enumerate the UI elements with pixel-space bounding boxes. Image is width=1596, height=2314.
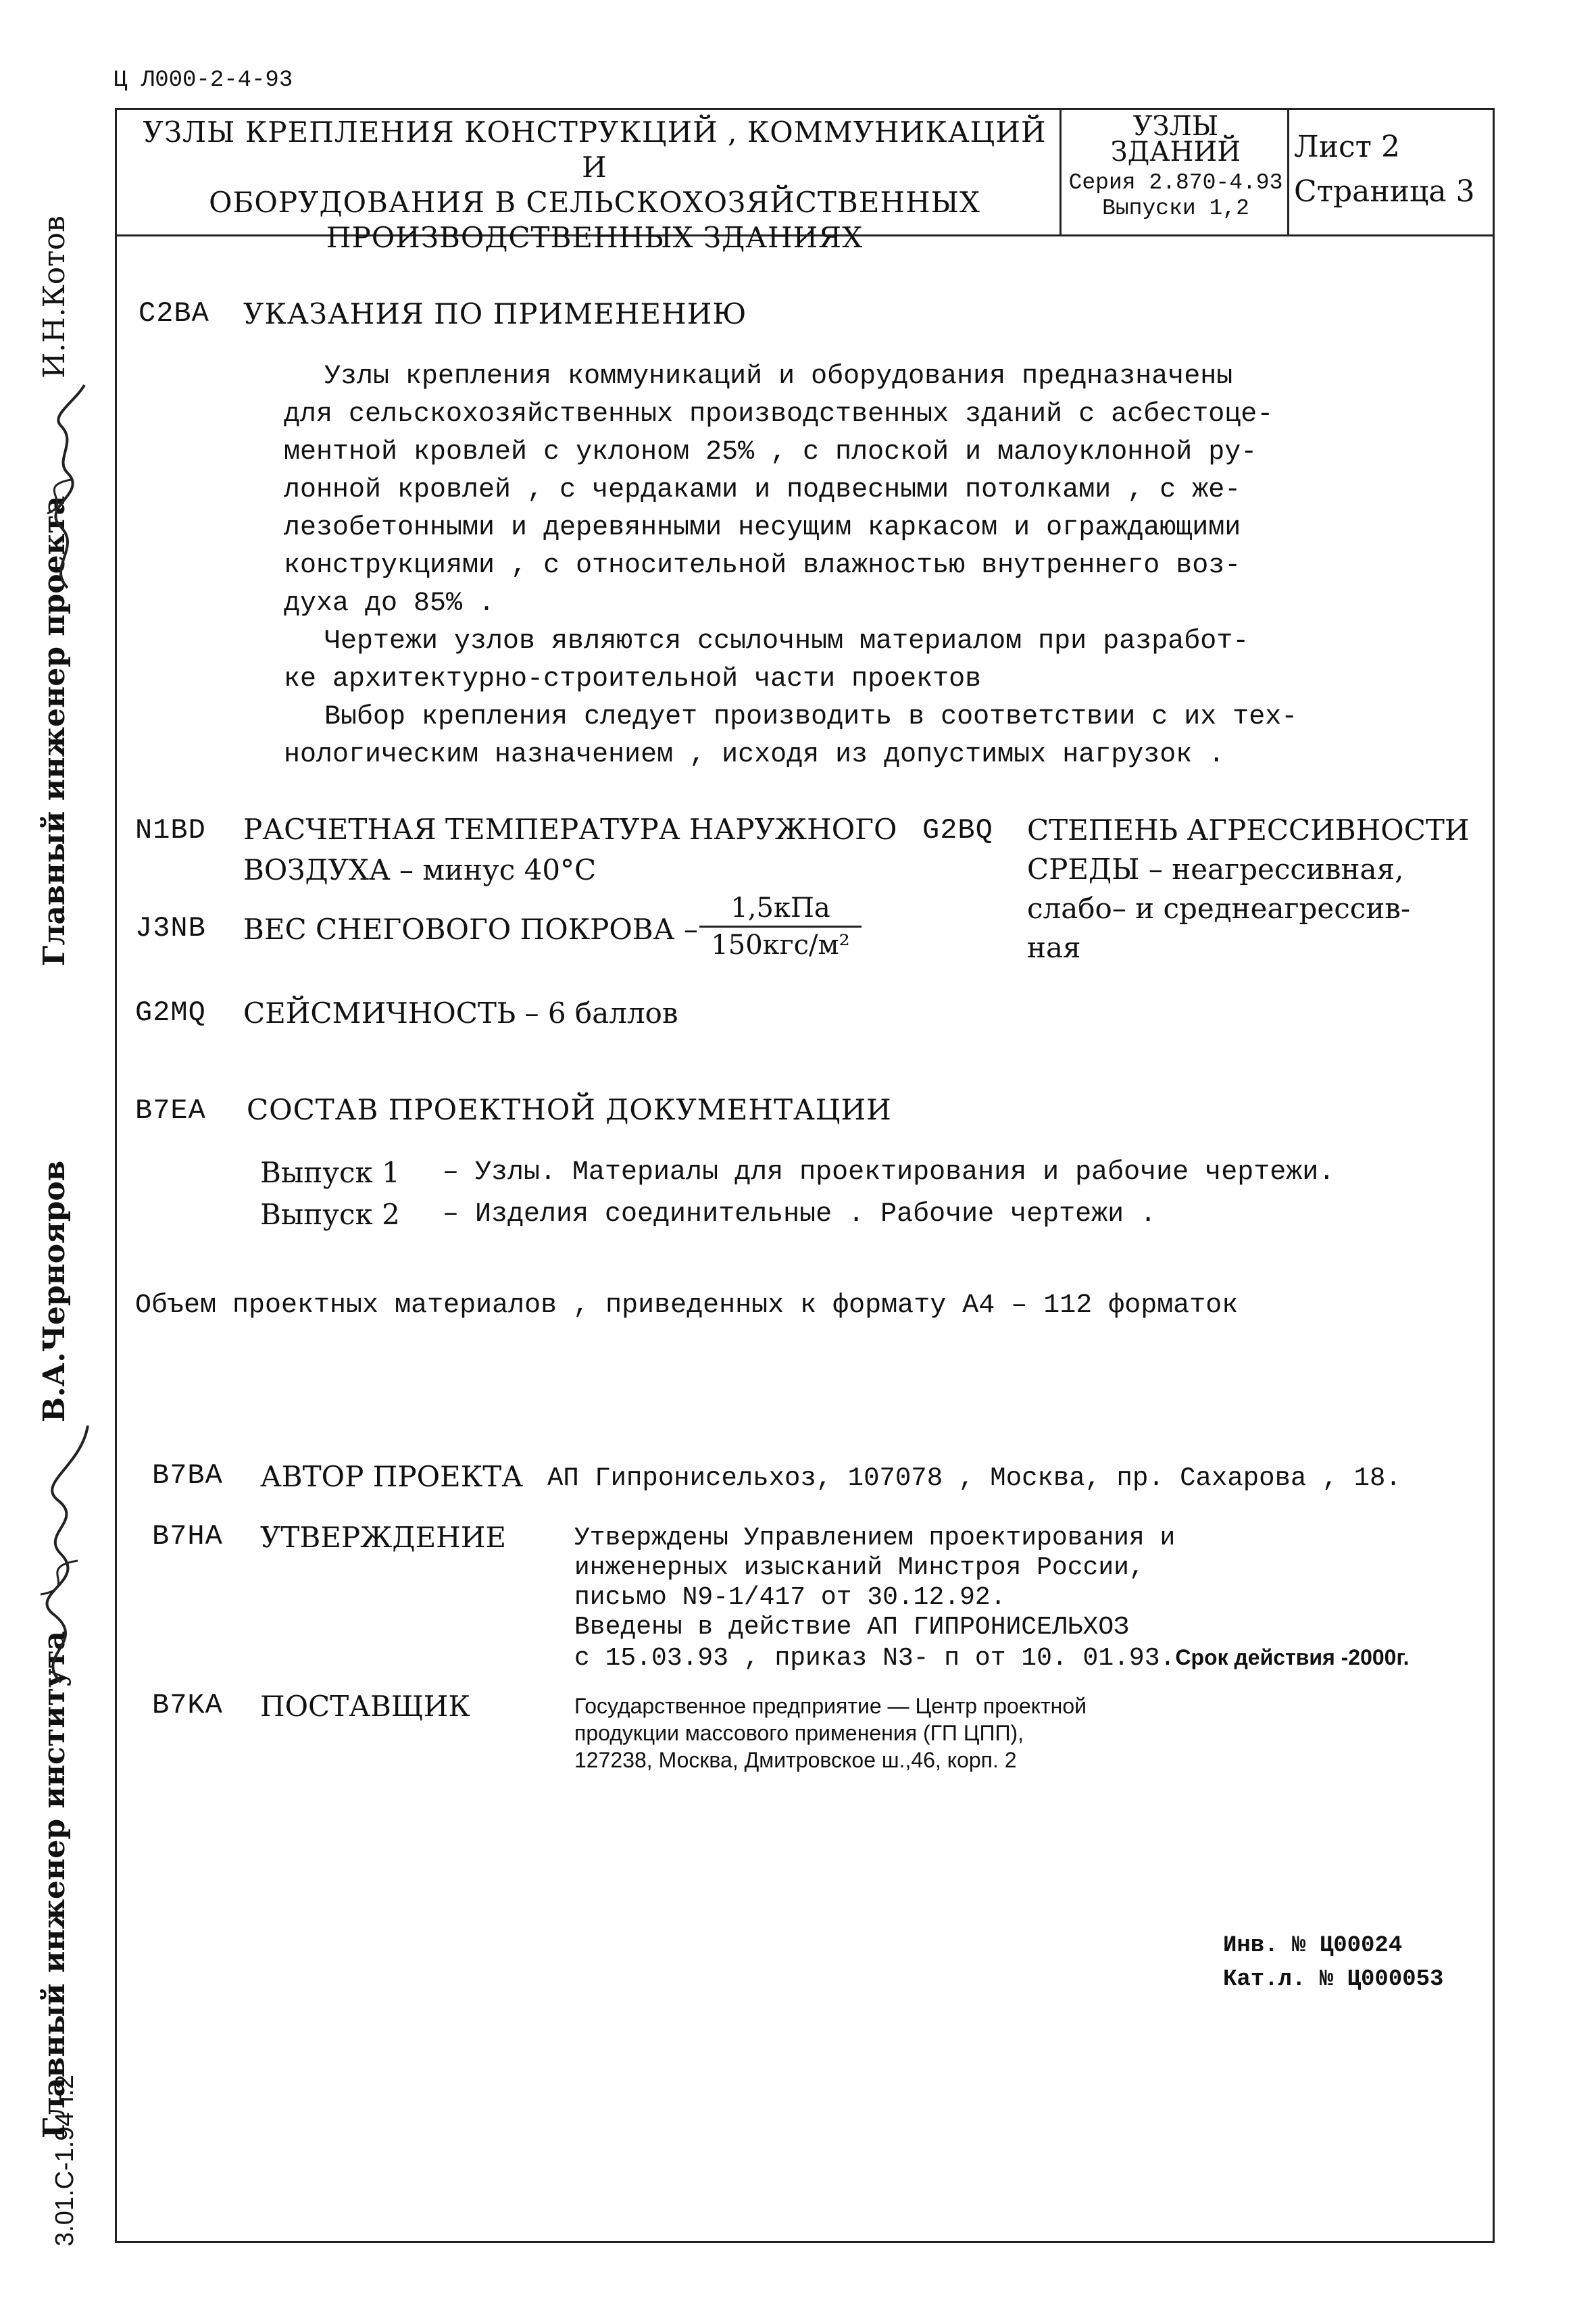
approval-order: с 15.03.93 , приказ N3- п от 10. 01.93. [574, 1644, 1176, 1673]
paragraph-line: лонной кровлей , с чердаками и подвесными потолками , с же- [284, 475, 1241, 505]
stamp-code: 3.01.С-1.94 т.2 [51, 2074, 79, 2246]
approval-line: Утверждены Управлением проектирования и [574, 1524, 1176, 1553]
series-line: УЗЛЫ [1132, 111, 1219, 142]
supplier-text [574, 1692, 1087, 1774]
page-number: Страница 3 [1294, 174, 1475, 209]
seismicity: СЕЙСМИЧНОСТЬ – 6 баллов [243, 997, 678, 1030]
author-text: АП Гипронисельхоз, 107078 , Москва, пр. Сахарова , 18. [547, 1463, 1401, 1493]
approval-label: УТВЕРЖДЕНИЕ [260, 1521, 507, 1554]
catalog-number: Кат.л. № Ц000053 [1223, 1967, 1444, 1992]
author-label: АВТОР ПРОЕКТА [260, 1460, 524, 1493]
temp-code: N1BD [135, 814, 206, 847]
title-line: ПРОИЗВОДСТВЕННЫХ ЗДАНИЯХ [326, 221, 864, 254]
supplier-line: 127238, Москва, Дмитровское ш.,46, корп. 2 [574, 1748, 1017, 1772]
title-line: ОБОРУДОВАНИЯ В СЕЛЬСКОХОЗЯЙСТВЕННЫХ [209, 186, 980, 219]
issue2-text: – Изделия соединительные . Рабочие чертежи . [443, 1199, 1157, 1230]
issue2-label: Выпуск 2 [260, 1198, 400, 1231]
snow-label: ВЕС СНЕГОВОГО ПОКРОВА – [243, 913, 698, 946]
title-line: УЗЛЫ КРЕПЛЕНИЯ КОНСТРУКЦИЙ , КОММУНИКАЦИЙ И [143, 116, 1047, 184]
seism-code: G2MQ [135, 997, 206, 1029]
aggr-line: ная [1027, 931, 1081, 964]
temperature-line-2: ВОЗДУХА – минус 40°С [243, 853, 597, 886]
inventory-number: Инв. № Ц00024 [1223, 1933, 1403, 1959]
supplier-label: ПОСТАВЩИК [260, 1690, 470, 1723]
document-code: Ц Л000-2-4-93 [114, 68, 293, 93]
paragraph-line: ментной кровлей с уклоном 25% , с плоской и малоуклонной ру- [284, 437, 1257, 468]
paragraph-line: лезобетонными и деревянными несущим каркасом и ограждающими [284, 513, 1241, 543]
author-code: B7BA [152, 1459, 223, 1492]
paragraph-line: духа до 85% . [284, 588, 495, 619]
snow-denominator: 150кгс/м² [711, 930, 850, 961]
temperature-line-1: РАСЧЕТНАЯ ТЕМПЕРАТУРА НАРУЖНОГО [243, 813, 897, 846]
approval-text [574, 1524, 1409, 1674]
approval-term: Срок действия -2000г. [1175, 1645, 1410, 1669]
sheet-number: Лист 2 [1294, 130, 1401, 164]
signature-project-engineer [20, 378, 101, 595]
snow-numerator: 1,5кПа [699, 890, 862, 928]
paragraph-line: Выбор крепления следует производить в соответствии с их тех- [324, 702, 1298, 732]
approval-line: Введены в действие АП ГИПРОНИСЕЛЬХОЗ [574, 1613, 1129, 1642]
snow-code: J3NB [135, 912, 206, 945]
header-divider-1 [1059, 108, 1062, 236]
inventory-block [1223, 1929, 1443, 1996]
issue1-label: Выпуск 1 [260, 1156, 400, 1189]
document-title [135, 115, 1054, 255]
instructions-paragraph [284, 358, 1297, 774]
volume-text: Объем проектных материалов , приведенных к формату А4 – 112 форматок [135, 1290, 1239, 1321]
series-block [1064, 111, 1287, 222]
engineer-institute-name: В.А.Чернояров [37, 1160, 72, 1422]
engineer-institute-label: Главный инженер института [37, 1630, 72, 2138]
series-line: Выпуски 1,2 [1102, 196, 1249, 221]
aggr-code: G2BQ [922, 814, 993, 847]
series-line: ЗДАНИЙ [1110, 136, 1241, 168]
engineer-project-name: И.Н.Котов [37, 216, 72, 378]
snow-fraction [699, 890, 862, 963]
approval-line [574, 1642, 1409, 1674]
approval-line: инженерных изысканий Минстроя России, [574, 1553, 1145, 1582]
issue1-text: – Узлы. Материалы для проектирования и рабочие чертежи. [443, 1157, 1335, 1188]
paragraph-line: Чертежи узлов являются ссылочным материалом при разработ- [324, 626, 1249, 657]
aggressiveness [1027, 811, 1470, 967]
supplier-line: Государственное предприятие — Центр проектной [574, 1694, 1087, 1718]
aggr-line: слабо– и среднеагрессив- [1027, 892, 1411, 925]
approval-code: B7HA [152, 1520, 223, 1553]
section-code: C2BA [139, 297, 209, 330]
engineer-project-label: Главный инженер проекта [37, 495, 72, 966]
header-divider-2 [1287, 108, 1289, 236]
paragraph-line: для сельскохозяйственных производственных зданий с асбестоце- [284, 399, 1274, 430]
aggr-line: СРЕДЫ – неагрессивная, [1027, 853, 1404, 886]
paragraph-line: Узлы крепления коммуникаций и оборудования предназначены [324, 361, 1233, 392]
aggr-line: СТЕПЕНЬ АГРЕССИВНОСТИ [1027, 813, 1470, 847]
supplier-code: B7KA [152, 1689, 223, 1721]
series-line: Серия 2.870-4.93 [1068, 170, 1283, 195]
paragraph-line: конструкциями , с относительной влажностью внутреннего воз- [284, 551, 1241, 581]
supplier-line: продукции массового применения (ГП ЦПП), [574, 1721, 1024, 1745]
section-title: УКАЗАНИЯ ПО ПРИМЕНЕНИЮ [243, 297, 747, 330]
sheet-page-block [1294, 125, 1475, 214]
approval-line: письмо N9-1/417 от 30.12.92. [574, 1583, 1006, 1612]
composition-code: B7EA [135, 1095, 206, 1127]
paragraph-line: нологическим назначением , исходя из допустимых нагрузок . [284, 740, 1225, 770]
signature-institute-engineer [20, 1419, 101, 1689]
paragraph-line: ке архитектурно-строительной части проектов [284, 664, 982, 695]
composition-title: СОСТАВ ПРОЕКТНОЙ ДОКУМЕНТАЦИИ [247, 1093, 892, 1126]
